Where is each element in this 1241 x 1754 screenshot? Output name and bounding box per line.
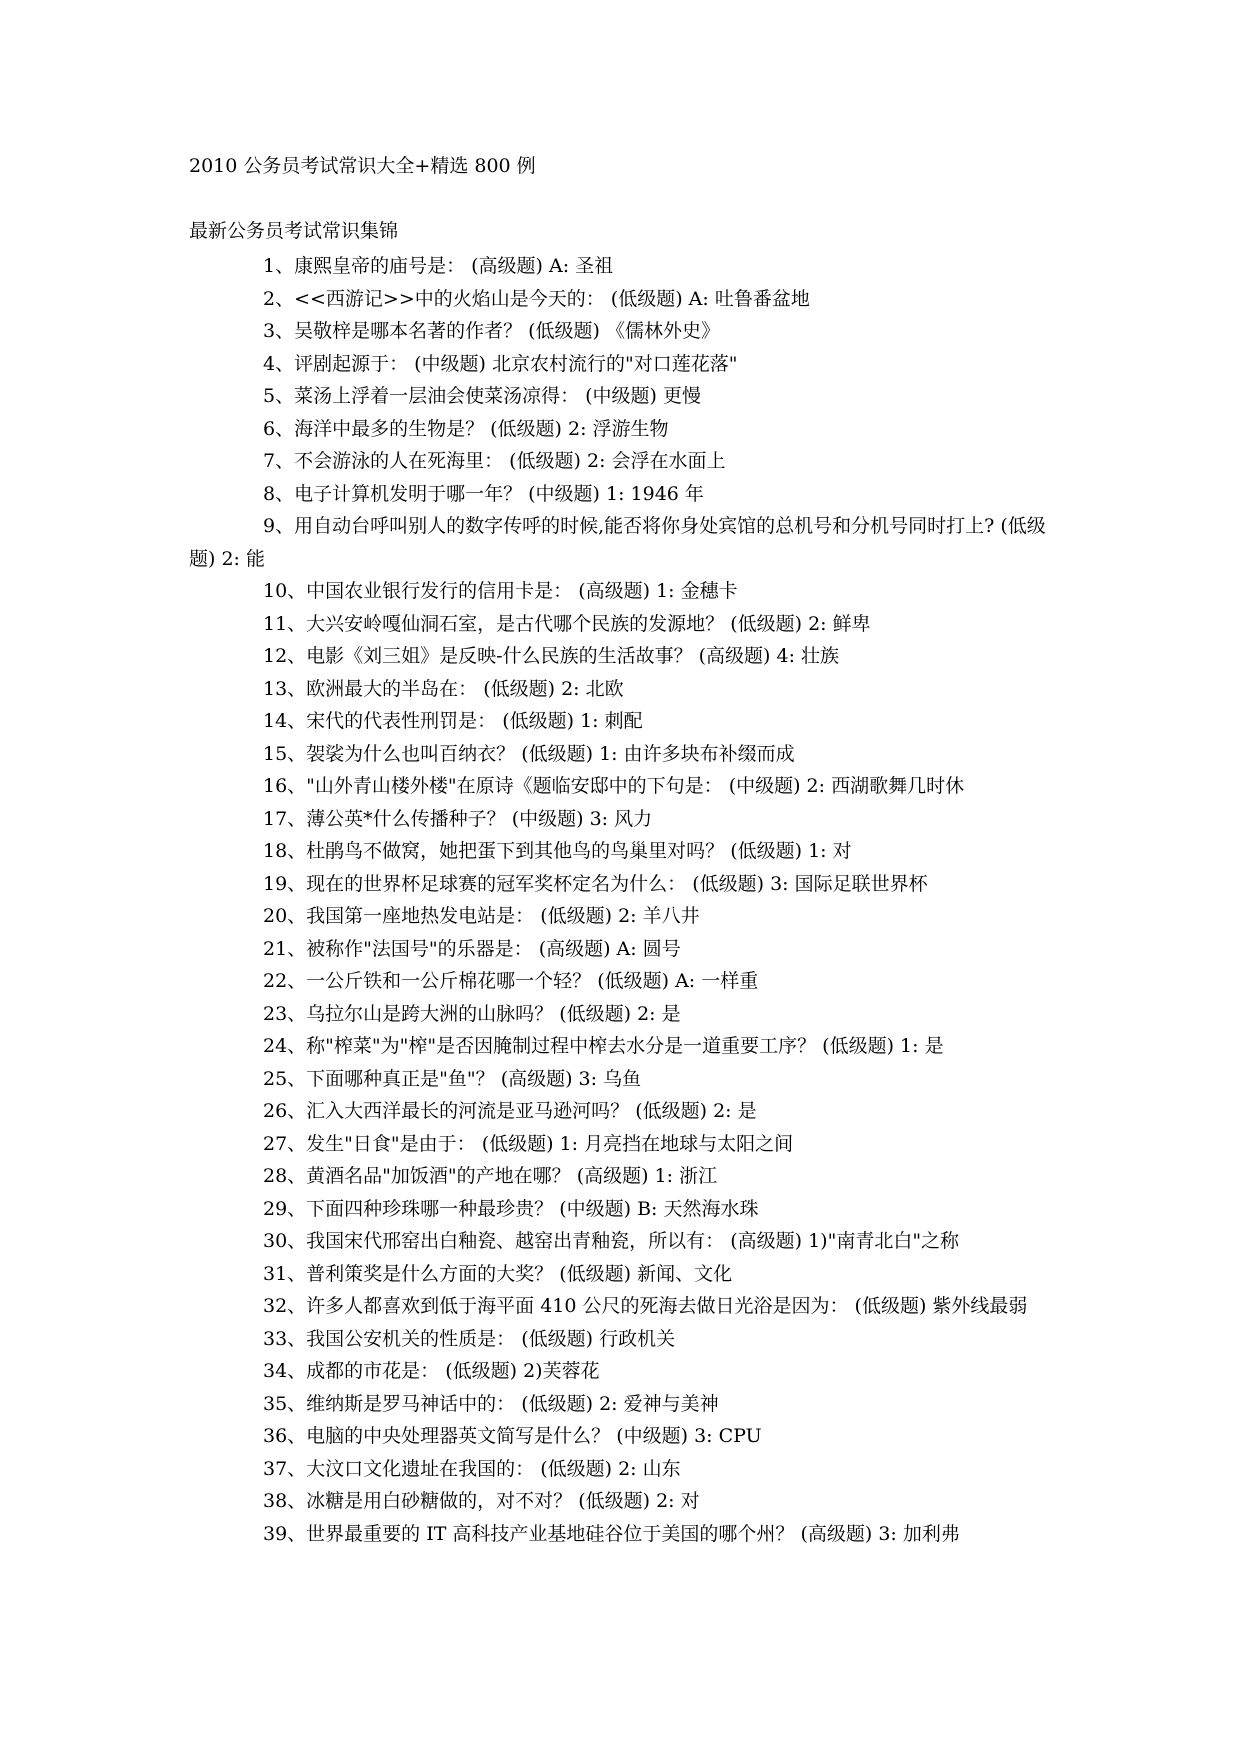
question-item: 10、中国农业银行发行的信用卡是： (高级题) 1: 金穗卡 bbox=[263, 580, 738, 602]
question-item: 33、我国公安机关的性质是： (低级题) 行政机关 bbox=[263, 1327, 676, 1350]
question-item: 15、袈裟为什么也叫百纳衣？ (低级题) 1: 由许多块布补缀而成 bbox=[263, 742, 795, 765]
question-item: 23、乌拉尔山是跨大洲的山脉吗？ (低级题) 2: 是 bbox=[263, 1002, 681, 1025]
question-item: 28、黄酒名品"加饭酒"的产地在哪？ (高级题) 1: 浙江 bbox=[263, 1165, 718, 1187]
question-item: 7、不会游泳的人在死海里： (低级题) 2: 会浮在水面上 bbox=[263, 450, 726, 472]
question-item: 4、评剧起源于： (中级题) 北京农村流行的"对口莲花落" bbox=[263, 352, 738, 375]
question-item: 37、大汶口文化遗址在我国的： (低级题) 2: 山东 bbox=[263, 1457, 681, 1480]
question-item: 12、电影《刘三姐》是反映-什么民族的生活故事？ (高级题) 4: 壮族 bbox=[263, 645, 840, 667]
question-item: 18、杜鹃鸟不做窝，她把蛋下到其他鸟的鸟巢里对吗？ (低级题) 1: 对 bbox=[263, 840, 852, 862]
question-item: 21、被称作"法国号"的乐器是： (高级题) A: 圆号 bbox=[263, 937, 681, 960]
question-item: 16、"山外青山楼外楼"在原诗《题临安邸中的下句是： (中级题) 2: 西湖歌舞几时休 bbox=[263, 775, 965, 797]
question-item: 2、<<西游记>>中的火焰山是今天的： (低级题) A: 吐鲁番盆地 bbox=[263, 287, 810, 310]
question-item: 17、薄公英*什么传播种子？ (中级题) 3: 风力 bbox=[263, 807, 653, 830]
question-item: 9、用自动台呼叫别人的数字传呼的时候,能否将你身处宾馆的总机号和分机号同时打上? (低级题) 2: 能 bbox=[189, 515, 1046, 570]
question-item: 31、普利策奖是什么方面的大奖？ (低级题) 新闻、文化 bbox=[263, 1262, 733, 1285]
question-item: 19、现在的世界杯足球赛的冠军奖杯定名为什么： (低级题) 3: 国际足联世界杯 bbox=[263, 872, 928, 895]
question-item: 36、电脑的中央处理器英文简写是什么？ (中级题) 3: CPU bbox=[263, 1425, 762, 1447]
question-item: 13、欧洲最大的半岛在： (低级题) 2: 北欧 bbox=[263, 677, 624, 700]
question-item: 5、菜汤上浮着一层油会使菜汤凉得： (中级题) 更慢 bbox=[263, 385, 701, 407]
question-item: 6、海洋中最多的生物是？ (低级题) 2: 浮游生物 bbox=[263, 417, 669, 440]
question-item: 24、称"榨菜"为"榨"是否因腌制过程中榨去水分是一道重要工序？ (低级题) 1: 是 bbox=[263, 1035, 944, 1057]
question-item: 38、冰糖是用白砂糖做的，对不对？ (低级题) 2: 对 bbox=[263, 1490, 700, 1512]
question-item: 11、大兴安岭嘎仙洞石室，是古代哪个民族的发源地？ (低级题) 2: 鲜卑 bbox=[263, 612, 871, 635]
question-item: 8、电子计算机发明于哪一年？ (中级题) 1: 1946 年 bbox=[263, 482, 704, 505]
question-item: 34、成都的市花是： (低级题) 2)芙蓉花 bbox=[263, 1360, 600, 1382]
question-item: 1、康熙皇帝的庙号是： (高级题) A: 圣祖 bbox=[263, 255, 614, 277]
document-title: 2010 公务员考试常识大全+精选 800 例 bbox=[189, 155, 536, 177]
question-list bbox=[189, 250, 1069, 1550]
question-item: 20、我国第一座地热发电站是： (低级题) 2: 羊八井 bbox=[263, 905, 700, 927]
question-item: 35、维纳斯是罗马神话中的： (低级题) 2: 爱神与美神 bbox=[263, 1392, 719, 1415]
question-item: 25、下面哪种真正是"鱼"？ (高级题) 3: 乌鱼 bbox=[263, 1067, 642, 1090]
question-item: 32、许多人都喜欢到低于海平面 410 公尺的死海去做日光浴是因为： (低级题) 紫外线最弱 bbox=[263, 1295, 1028, 1317]
question-item: 22、一公斤铁和一公斤棉花哪一个轻？ (低级题) A: 一样重 bbox=[263, 970, 759, 992]
question-item: 39、世界最重要的 IT 高科技产业基地硅谷位于美国的哪个州？ (高级题) 3: 加利弗 bbox=[263, 1522, 960, 1545]
question-item: 14、宋代的代表性刑罚是： (低级题) 1: 刺配 bbox=[263, 710, 643, 732]
question-item: 3、吴敬梓是哪本名著的作者？ (低级题) 《儒林外史》 bbox=[263, 320, 720, 342]
question-item: 29、下面四种珍珠哪一种最珍贵？ (中级题) B: 天然海水珠 bbox=[263, 1197, 759, 1220]
question-item: 26、汇入大西洋最长的河流是亚马逊河吗？ (低级题) 2: 是 bbox=[263, 1100, 757, 1122]
question-item: 30、我国宋代邢窑出白釉瓷、越窑出青釉瓷，所以有： (高级题) 1)"南青北白"之称 bbox=[263, 1230, 960, 1252]
question-item: 27、发生"日食"是由于： (低级题) 1: 月亮挡在地球与太阳之间 bbox=[263, 1132, 794, 1155]
section-heading: 最新公务员考试常识集锦 bbox=[189, 220, 399, 242]
